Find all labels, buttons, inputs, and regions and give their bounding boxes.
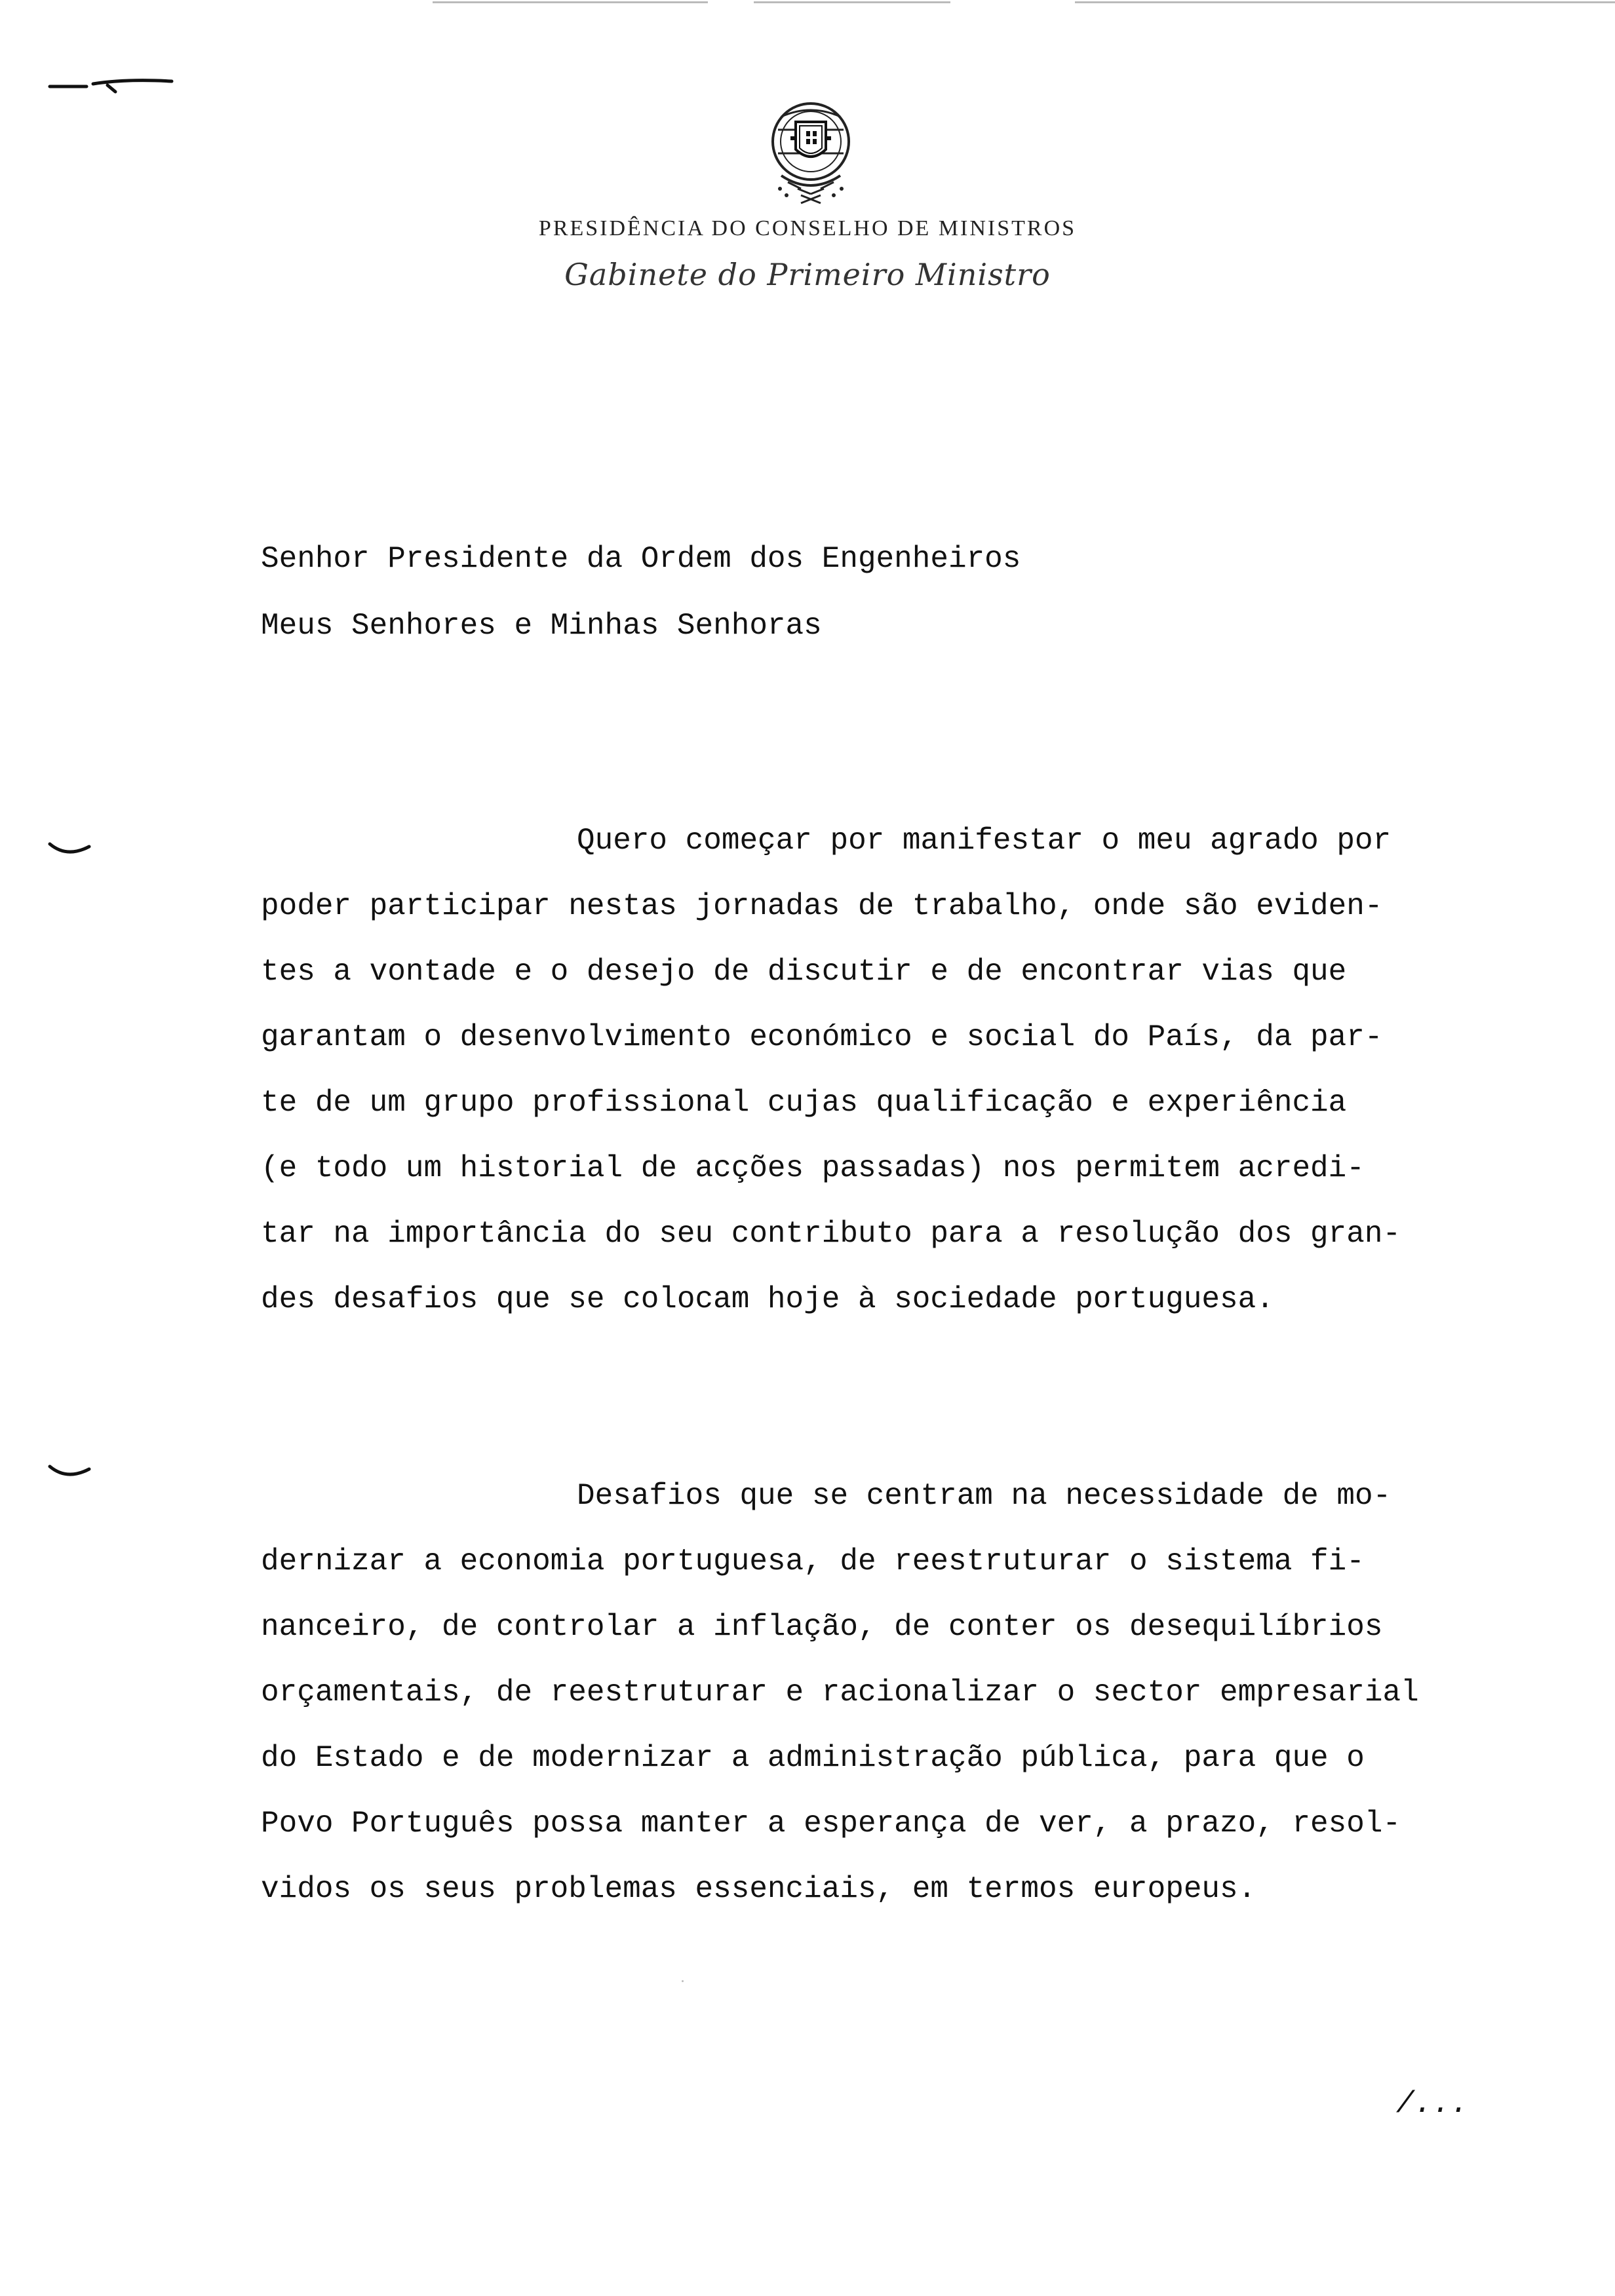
cabinet-signature: Gabinete do Primeiro Ministro <box>564 257 1051 292</box>
portuguese-coat-of-arms-icon <box>762 90 860 208</box>
hole-punch-mark-icon <box>47 72 178 98</box>
salutation-line: Meus Senhores e Minhas Senhoras <box>261 609 822 643</box>
paragraph-line: nanceiro, de controlar a inflação, de conter os desequilíbrios <box>261 1610 1383 1644</box>
page-continuation-marker: /... <box>1396 2087 1469 2121</box>
institution-heading: PRESIDÊNCIA DO CONSELHO DE MINISTROS <box>538 216 1077 240</box>
scan-edge-line <box>433 1 708 3</box>
paragraph-line: tes a vontade e o desejo de discutir e de encontrar vias que <box>261 955 1347 989</box>
binding-mark-icon <box>47 1463 93 1482</box>
scan-edge-line <box>1075 1 1615 3</box>
scan-speck <box>682 1980 684 1982</box>
binding-mark-icon <box>47 840 93 860</box>
paragraph-line: vidos os seus problemas essenciais, em termos europeus. <box>261 1872 1256 1906</box>
paragraph-line: Quero começar por manifestar o meu agrado por <box>577 824 1391 858</box>
paragraph-line: des desafios que se colocam hoje à sociedade portuguesa. <box>261 1282 1274 1316</box>
scan-edge-line <box>754 1 950 3</box>
paragraph-line: Povo Português possa manter a esperança de ver, a prazo, resol- <box>261 1807 1401 1841</box>
paragraph-line: garantam o desenvolvimento económico e social do País, da par- <box>261 1020 1383 1054</box>
paragraph-line: (e todo um historial de acções passadas) nos permitem acredi- <box>261 1151 1365 1185</box>
salutation-line: Senhor Presidente da Ordem dos Engenheiros <box>261 542 1021 576</box>
paragraph-line: Desafios que se centram na necessidade de mo- <box>577 1479 1391 1513</box>
paragraph-line: te de um grupo profissional cujas qualificação e experiência <box>261 1086 1347 1120</box>
paragraph-line: tar na importância do seu contributo para a resolução dos gran- <box>261 1217 1401 1251</box>
paragraph-line: poder participar nestas jornadas de trabalho, onde são eviden- <box>261 889 1383 923</box>
paragraph-line: do Estado e de modernizar a administração pública, para que o <box>261 1741 1365 1775</box>
paragraph-line: dernizar a economia portuguesa, de reestruturar o sistema fi- <box>261 1544 1365 1578</box>
paragraph-line: orçamentais, de reestruturar e racionalizar o sector empresarial <box>261 1675 1419 1710</box>
